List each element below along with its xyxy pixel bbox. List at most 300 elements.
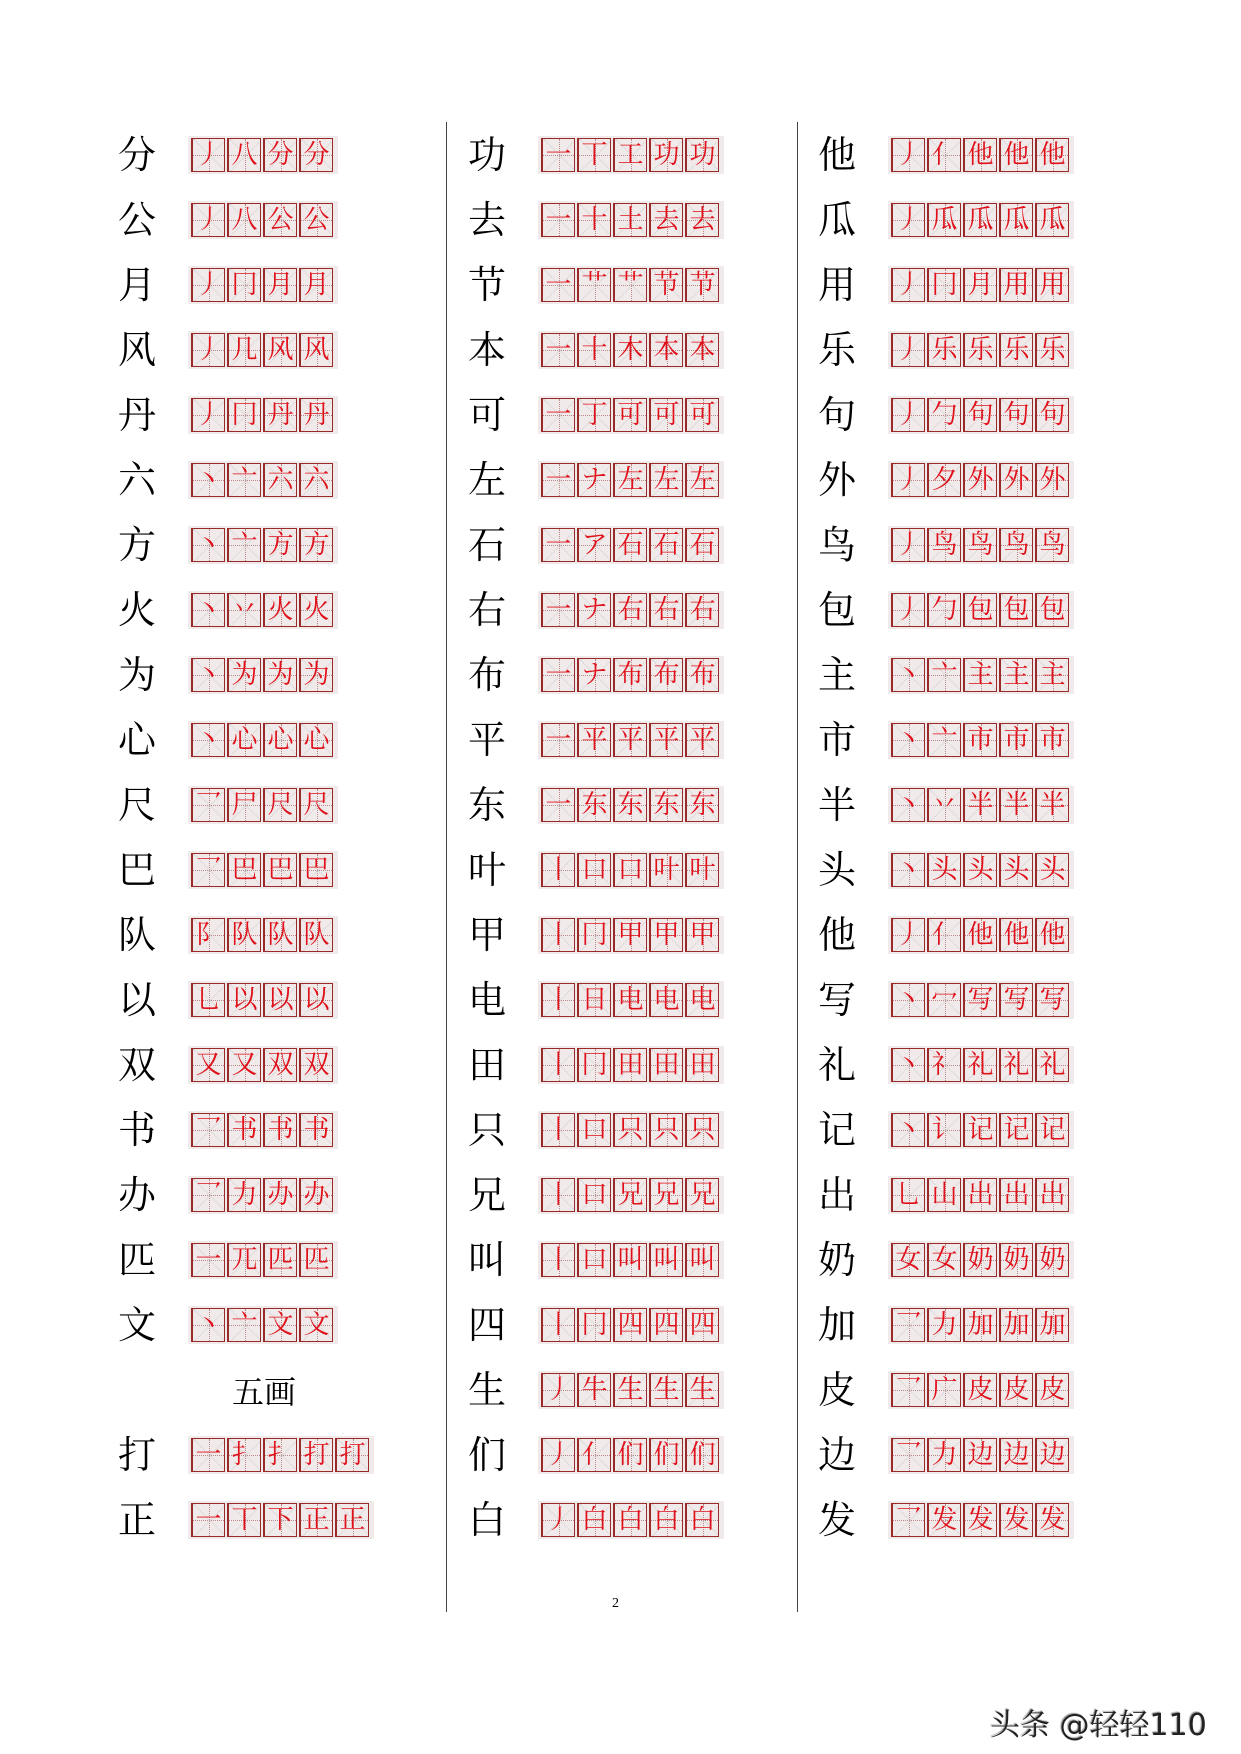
stroke-step: 以: [267, 984, 294, 1015]
stroke-step: 发: [967, 1504, 994, 1535]
character: 外: [818, 457, 857, 502]
stroke-step-box: [577, 463, 611, 497]
character: 心: [118, 717, 157, 762]
character-entry: [112, 1422, 442, 1487]
character-entry: [812, 707, 1142, 772]
stroke-step-box: [191, 918, 225, 952]
stroke-step-box: [927, 203, 961, 237]
stroke-order-grid: [888, 1111, 1074, 1149]
stroke-step-box: [541, 1113, 575, 1147]
stroke-step: 乛: [195, 1179, 222, 1210]
character: 礼: [818, 1042, 857, 1087]
character: 以: [118, 977, 157, 1022]
stroke-step-box: [1035, 853, 1069, 887]
stroke-step: 礻: [931, 1049, 958, 1080]
stroke-step-box: [963, 463, 997, 497]
character-entry: [462, 772, 792, 837]
stroke-step-box: [685, 1113, 719, 1147]
stroke-order-grid: [538, 1501, 724, 1539]
stroke-step: 市: [967, 724, 994, 755]
stroke-step: 丹: [303, 399, 330, 430]
stroke-step: 头: [1039, 854, 1066, 885]
character: 队: [118, 912, 157, 957]
section-title: 五画: [232, 1372, 297, 1411]
stroke-step-box: [191, 268, 225, 302]
stroke-order-grid: [538, 331, 724, 369]
stroke-step: 艹: [581, 269, 608, 300]
stroke-step: 丨: [545, 854, 572, 885]
character: 边: [818, 1432, 857, 1477]
stroke-step-box: [927, 398, 961, 432]
stroke-step: 乚: [895, 1179, 922, 1210]
stroke-step-box: [649, 268, 683, 302]
stroke-step-box: [927, 1373, 961, 1407]
stroke-step: 丿: [895, 139, 922, 170]
stroke-order-grid: [188, 591, 338, 629]
stroke-step: 又: [231, 1049, 258, 1080]
character: 发: [818, 1497, 857, 1542]
character: 兄: [468, 1172, 507, 1217]
character-entry: [112, 122, 442, 187]
stroke-step: 白: [617, 1504, 644, 1535]
stroke-step: 巴: [303, 854, 330, 885]
stroke-step-box: [927, 1503, 961, 1537]
stroke-step: 丿: [895, 464, 922, 495]
stroke-step-box: [227, 463, 261, 497]
stroke-step-box: [541, 1438, 575, 1472]
stroke-step-box: [299, 1178, 333, 1212]
stroke-order-grid: [538, 1111, 724, 1149]
character: 火: [118, 587, 157, 632]
stroke-step-box: [613, 333, 647, 367]
character-entry: [812, 577, 1142, 642]
character-entry: [812, 902, 1142, 967]
stroke-step: 书: [267, 1114, 294, 1145]
character: 用: [818, 262, 857, 307]
character-entry: [462, 1487, 792, 1552]
stroke-step: 加: [1003, 1309, 1030, 1340]
stroke-step: 白: [653, 1504, 680, 1535]
stroke-step-box: [999, 203, 1033, 237]
character-entry: [812, 1422, 1142, 1487]
stroke-step: 工: [617, 139, 644, 170]
stroke-step-box: [649, 528, 683, 562]
stroke-step-box: [227, 853, 261, 887]
stroke-step: 功: [689, 139, 716, 170]
stroke-step-box: [891, 138, 925, 172]
stroke-step-box: [541, 983, 575, 1017]
stroke-step: 四: [617, 1309, 644, 1340]
stroke-step-box: [299, 463, 333, 497]
stroke-step-box: [1035, 723, 1069, 757]
stroke-step-box: [891, 1438, 925, 1472]
stroke-order-grid: [888, 851, 1074, 889]
stroke-step-box: [299, 723, 333, 757]
character-entry: [112, 1162, 442, 1227]
stroke-step: 正: [303, 1504, 330, 1535]
stroke-order-grid: [538, 1306, 724, 1344]
stroke-step-box: [541, 398, 575, 432]
stroke-step-box: [299, 1438, 333, 1472]
stroke-step: 尺: [303, 789, 330, 820]
stroke-order-grid: [188, 786, 338, 824]
stroke-step: 六: [303, 464, 330, 495]
stroke-step-box: [891, 463, 925, 497]
character: 记: [818, 1107, 857, 1152]
stroke-step: 乐: [1039, 334, 1066, 365]
stroke-step-box: [613, 658, 647, 692]
stroke-step: 发: [1003, 1504, 1030, 1535]
character-entry: [812, 122, 1142, 187]
stroke-step-box: [649, 1503, 683, 1537]
stroke-step-box: [999, 918, 1033, 952]
stroke-order-grid: [538, 396, 724, 434]
stroke-order-grid: [188, 136, 338, 174]
stroke-order-grid: [888, 591, 1074, 629]
stroke-step: 出: [1039, 1179, 1066, 1210]
stroke-step-box: [299, 1503, 333, 1537]
stroke-order-grid: [538, 786, 724, 824]
stroke-step-box: [963, 723, 997, 757]
stroke-step: 兄: [689, 1179, 716, 1210]
stroke-step: 东: [617, 789, 644, 820]
stroke-step: 文: [303, 1309, 330, 1340]
stroke-step-box: [227, 723, 261, 757]
stroke-step: 礼: [1039, 1049, 1066, 1080]
stroke-step: 一: [545, 464, 572, 495]
stroke-step: 亻: [581, 1439, 608, 1470]
stroke-order-grid: [538, 1371, 724, 1409]
stroke-step-box: [541, 658, 575, 692]
stroke-step-box: [577, 723, 611, 757]
stroke-step: 几: [231, 334, 258, 365]
stroke-step: 丿: [895, 594, 922, 625]
stroke-step: 乚: [195, 984, 222, 1015]
column-2: [462, 122, 792, 1552]
character-entry: [812, 252, 1142, 317]
stroke-step: 去: [689, 204, 716, 235]
character: 四: [468, 1302, 507, 1347]
stroke-step: 尺: [267, 789, 294, 820]
stroke-step-box: [1035, 983, 1069, 1017]
stroke-order-grid: [888, 916, 1074, 954]
stroke-step: 方: [267, 529, 294, 560]
stroke-step-box: [685, 788, 719, 822]
character: 月: [118, 262, 157, 307]
stroke-step-box: [927, 593, 961, 627]
stroke-step: 乐: [931, 334, 958, 365]
stroke-step-box: [927, 1438, 961, 1472]
stroke-step-box: [613, 1178, 647, 1212]
stroke-step: 半: [967, 789, 994, 820]
stroke-step-box: [891, 1178, 925, 1212]
character-entry: [812, 447, 1142, 512]
stroke-order-grid: [188, 526, 338, 564]
stroke-step: 一: [545, 529, 572, 560]
stroke-step-box: [541, 1048, 575, 1082]
stroke-step-box: [963, 1373, 997, 1407]
stroke-step: 公: [303, 204, 330, 235]
stroke-step-box: [963, 528, 997, 562]
stroke-step-box: [227, 268, 261, 302]
stroke-step: 半: [1039, 789, 1066, 820]
stroke-step-box: [685, 918, 719, 952]
stroke-step-box: [685, 268, 719, 302]
stroke-step-box: [191, 138, 225, 172]
stroke-step: 心: [303, 724, 330, 755]
stroke-step-box: [685, 1308, 719, 1342]
stroke-step-box: [963, 1438, 997, 1472]
stroke-step-box: [963, 788, 997, 822]
stroke-step-box: [685, 398, 719, 432]
stroke-step-box: [927, 1113, 961, 1147]
stroke-step: 一: [545, 724, 572, 755]
stroke-step: 下: [267, 1504, 294, 1535]
stroke-step-box: [963, 853, 997, 887]
stroke-order-grid: [888, 981, 1074, 1019]
stroke-step: 瓜: [1039, 204, 1066, 235]
stroke-step-box: [541, 593, 575, 627]
stroke-step: 电: [653, 984, 680, 1015]
stroke-step: 四: [689, 1309, 716, 1340]
stroke-step-box: [891, 528, 925, 562]
stroke-step-box: [685, 463, 719, 497]
stroke-step-box: [891, 1308, 925, 1342]
stroke-step-box: [927, 723, 961, 757]
stroke-step: 皮: [1003, 1374, 1030, 1405]
stroke-step: 只: [689, 1114, 716, 1145]
stroke-step-box: [613, 398, 647, 432]
stroke-step: 八: [231, 204, 258, 235]
stroke-step: 加: [1039, 1309, 1066, 1340]
character: 右: [468, 587, 507, 632]
stroke-step: 们: [653, 1439, 680, 1470]
stroke-step-box: [263, 853, 297, 887]
stroke-order-grid: [888, 1306, 1074, 1344]
character: 他: [818, 132, 857, 177]
stroke-step-box: [891, 723, 925, 757]
stroke-step: 左: [689, 464, 716, 495]
stroke-step: 风: [303, 334, 330, 365]
stroke-step-box: [685, 593, 719, 627]
stroke-step: 月: [303, 269, 330, 300]
character-entry: [112, 577, 442, 642]
stroke-step: 写: [1003, 984, 1030, 1015]
character-entry: [462, 252, 792, 317]
stroke-step: 冂: [931, 269, 958, 300]
stroke-step: 丿: [545, 1439, 572, 1470]
stroke-step-box: [685, 138, 719, 172]
character-entry: [462, 382, 792, 447]
character: 公: [118, 197, 157, 242]
stroke-step-box: [927, 138, 961, 172]
stroke-step: 夕: [931, 464, 958, 495]
stroke-step-box: [577, 1503, 611, 1537]
stroke-step: 一: [545, 399, 572, 430]
stroke-step: 丅: [231, 1504, 258, 1535]
stroke-step-box: [685, 1178, 719, 1212]
stroke-step: 鸟: [967, 529, 994, 560]
stroke-step: 公: [267, 204, 294, 235]
stroke-step-box: [191, 788, 225, 822]
stroke-step: 右: [653, 594, 680, 625]
stroke-step-box: [191, 593, 225, 627]
stroke-step-box: [191, 463, 225, 497]
stroke-step-box: [227, 1178, 261, 1212]
stroke-step-box: [299, 593, 333, 627]
stroke-step: 们: [617, 1439, 644, 1470]
stroke-step: 丨: [545, 1244, 572, 1275]
stroke-step: 丶: [895, 854, 922, 885]
stroke-step-box: [541, 1373, 575, 1407]
stroke-step: 丶: [195, 659, 222, 690]
stroke-step-box: [191, 1308, 225, 1342]
stroke-step: 月: [967, 269, 994, 300]
stroke-step: 可: [653, 399, 680, 430]
stroke-step: 亠: [231, 529, 258, 560]
stroke-order-grid: [538, 591, 724, 629]
stroke-step-box: [613, 853, 647, 887]
stroke-step: 丿: [195, 269, 222, 300]
stroke-step-box: [613, 268, 647, 302]
stroke-step: 生: [653, 1374, 680, 1405]
page-number: 2: [612, 1596, 619, 1611]
stroke-step: 匹: [267, 1244, 294, 1275]
stroke-step: 鸟: [1003, 529, 1030, 560]
stroke-step: 平: [689, 724, 716, 755]
stroke-step-box: [299, 1243, 333, 1277]
stroke-step-box: [685, 528, 719, 562]
stroke-step-box: [541, 203, 575, 237]
stroke-step-box: [191, 1048, 225, 1082]
stroke-step: 叶: [689, 854, 716, 885]
stroke-step: 艹: [617, 269, 644, 300]
stroke-order-grid: [538, 851, 724, 889]
stroke-step-box: [1035, 593, 1069, 627]
stroke-step-box: [1035, 1308, 1069, 1342]
stroke-step-box: [1035, 203, 1069, 237]
stroke-step-box: [999, 723, 1033, 757]
stroke-step: 双: [303, 1049, 330, 1080]
stroke-step: 半: [1003, 789, 1030, 820]
stroke-step: 冂: [581, 1309, 608, 1340]
stroke-step: 奶: [1003, 1244, 1030, 1275]
character: 写: [818, 977, 857, 1022]
stroke-step: 乐: [967, 334, 994, 365]
stroke-step-box: [541, 723, 575, 757]
stroke-step-box: [577, 593, 611, 627]
stroke-step: 主: [1039, 659, 1066, 690]
stroke-step-box: [227, 1438, 261, 1472]
stroke-step: 冂: [581, 1049, 608, 1080]
stroke-step-box: [1035, 463, 1069, 497]
character: 们: [468, 1432, 507, 1477]
stroke-step-box: [613, 1308, 647, 1342]
stroke-step-box: [227, 1308, 261, 1342]
stroke-step: 主: [967, 659, 994, 690]
character: 左: [468, 457, 507, 502]
stroke-step-box: [263, 268, 297, 302]
stroke-step: 一: [195, 1504, 222, 1535]
stroke-step: 亻: [931, 919, 958, 950]
character-entry: [812, 512, 1142, 577]
stroke-step-box: [963, 918, 997, 952]
stroke-step: 丁: [581, 399, 608, 430]
stroke-step: 丨: [545, 984, 572, 1015]
character: 风: [118, 327, 157, 372]
stroke-step-box: [613, 593, 647, 627]
stroke-step-box: [299, 788, 333, 822]
stroke-step-box: [649, 333, 683, 367]
character-entry: [462, 967, 792, 1032]
stroke-step-box: [963, 268, 997, 302]
stroke-step-box: [613, 1503, 647, 1537]
stroke-order-grid: [888, 331, 1074, 369]
stroke-step: 火: [267, 594, 294, 625]
stroke-order-grid: [538, 721, 724, 759]
stroke-step: 队: [267, 919, 294, 950]
stroke-step-box: [613, 1048, 647, 1082]
stroke-step-box: [263, 788, 297, 822]
stroke-step: 丶: [895, 1114, 922, 1145]
character: 正: [118, 1497, 157, 1542]
stroke-order-grid: [888, 1241, 1074, 1279]
stroke-step-box: [891, 593, 925, 627]
stroke-step-box: [613, 1438, 647, 1472]
stroke-step: 石: [617, 529, 644, 560]
character-entry: [812, 1227, 1142, 1292]
stroke-step: 功: [653, 139, 680, 170]
stroke-step-box: [999, 333, 1033, 367]
stroke-step-box: [613, 723, 647, 757]
stroke-step: 头: [1003, 854, 1030, 885]
stroke-order-grid: [888, 266, 1074, 304]
stroke-step: 丿: [545, 1374, 572, 1405]
stroke-step: 丷: [231, 594, 258, 625]
column-1: [112, 122, 442, 1552]
stroke-step: 乛: [195, 854, 222, 885]
stroke-step-box: [999, 593, 1033, 627]
stroke-step-box: [227, 138, 261, 172]
stroke-step: 平: [617, 724, 644, 755]
stroke-step-box: [263, 1113, 297, 1147]
stroke-step: 只: [653, 1114, 680, 1145]
stroke-step-box: [649, 1178, 683, 1212]
stroke-step-box: [891, 1113, 925, 1147]
stroke-step: 他: [967, 919, 994, 950]
stroke-step: 风: [267, 334, 294, 365]
stroke-step-box: [227, 983, 261, 1017]
character: 丹: [118, 392, 157, 437]
stroke-step-box: [649, 788, 683, 822]
stroke-step: 丨: [545, 1179, 572, 1210]
stroke-step-box: [963, 333, 997, 367]
stroke-step-box: [999, 1243, 1033, 1277]
stroke-order-grid: [538, 136, 724, 174]
stroke-step: 句: [1039, 399, 1066, 430]
column-divider: [797, 122, 798, 1612]
stroke-step: 甲: [617, 919, 644, 950]
character: 叫: [468, 1237, 507, 1282]
stroke-step-box: [963, 1048, 997, 1082]
stroke-step: 用: [1039, 269, 1066, 300]
character: 半: [818, 782, 857, 827]
stroke-step: 冖: [931, 984, 958, 1015]
character-entry: [112, 1227, 442, 1292]
character: 包: [818, 587, 857, 632]
stroke-step-box: [577, 528, 611, 562]
stroke-step: 一: [545, 269, 572, 300]
